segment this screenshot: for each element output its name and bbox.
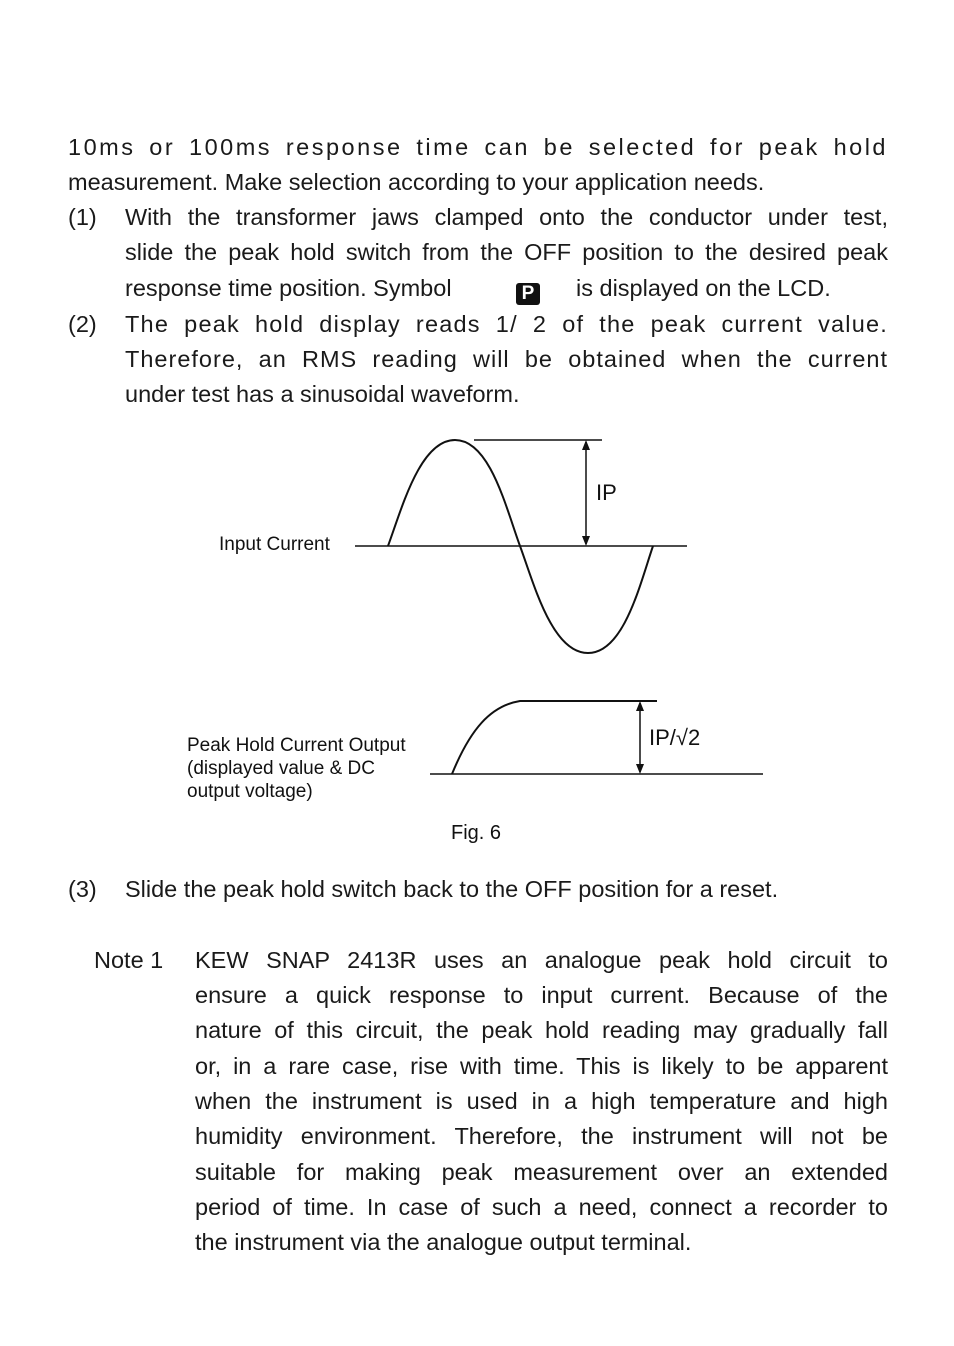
output-arrow-up-icon	[636, 701, 644, 711]
fig6-diagram	[0, 430, 954, 850]
step-2-line-3: under test has a sinusoidal waveform.	[125, 381, 520, 407]
note-line-8: period of time. In case of such a need, connect a recorder to	[195, 1194, 888, 1220]
note-line-2: ensure a quick response to input current. Because of the	[195, 982, 888, 1008]
intro-line-1: 10ms or 100ms response time can be selected for peak hold	[68, 134, 888, 160]
note-line-1: KEW SNAP 2413R uses an analogue peak hold circuit to	[195, 947, 888, 973]
output-label-line-2: (displayed value & DC	[187, 758, 375, 779]
step-1-line-1: With the transformer jaws clamped onto the conductor under test,	[125, 204, 888, 230]
step-1-line-3-end: is displayed on the LCD.	[576, 275, 831, 301]
output-hold-curve	[452, 701, 657, 774]
step-3-number: (3)	[68, 876, 97, 902]
output-label-line-3: output voltage)	[187, 781, 313, 802]
step-3-line-1: Slide the peak hold switch back to the OFF position for a reset.	[125, 876, 779, 902]
lcd-p-symbol	[516, 271, 540, 306]
input-current-label: Input Current	[219, 534, 330, 555]
note-line-5: when the instrument is used in a high temperature and high	[195, 1088, 888, 1114]
note-line-7: suitable for making peak measurement over an extended	[195, 1159, 888, 1185]
step-2-line-1: The peak hold display reads 1/ 2 of the peak current value.	[125, 311, 888, 337]
ip-label: IP	[596, 480, 617, 505]
note-line-6: humidity environment. Therefore, the instrument will not be	[195, 1123, 888, 1149]
step-1-line-3-start: response time position. Symbol	[125, 275, 452, 301]
step-2-number: (2)	[68, 311, 97, 337]
output-label-line-1: Peak Hold Current Output	[187, 735, 406, 756]
intro-line-2: measurement. Make selection according to your application needs.	[68, 169, 765, 195]
peak-arrow-up-icon	[582, 440, 590, 450]
note-label: Note 1	[94, 947, 164, 973]
ip-root2-label: IP/√2	[649, 725, 701, 750]
step-1-number: (1)	[68, 204, 97, 230]
note-line-4: or, in a rare case, rise with time. This is likely to be apparent	[195, 1053, 888, 1079]
step-2-line-2: Therefore, an RMS reading will be obtained when the current	[125, 346, 888, 372]
output-arrow-down-icon	[636, 764, 644, 774]
peak-hold-icon: P	[516, 283, 540, 305]
peak-arrow-down-icon	[582, 536, 590, 546]
note-line-3: nature of this circuit, the peak hold reading may gradually fall	[195, 1017, 888, 1043]
step-1-line-2: slide the peak hold switch from the OFF position to the desired peak	[125, 239, 888, 265]
note-line-9: the instrument via the analogue output terminal.	[195, 1229, 692, 1255]
figure-caption: Fig. 6	[451, 822, 502, 844]
